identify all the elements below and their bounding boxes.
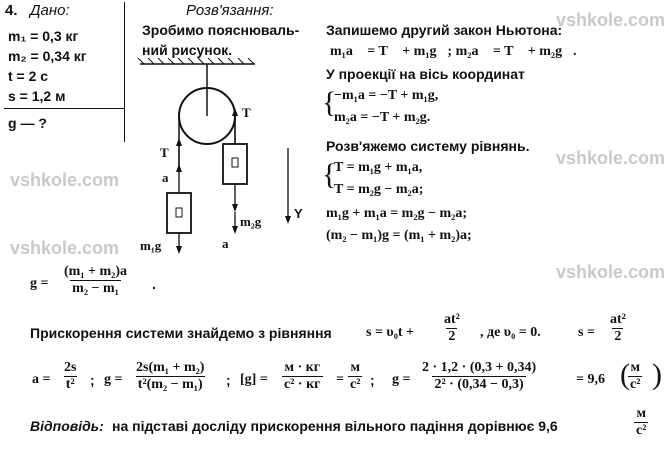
watermark: vshkole.com: [10, 170, 120, 190]
a-formula-numerator: 2s: [64, 360, 77, 375]
drawing-note-2: ний рисунок.: [142, 42, 233, 58]
answer-unit-fraction: [634, 406, 648, 439]
g2-formula-denominator: t²(m₂ − m₁): [137, 377, 203, 392]
watermark: vshkole.com: [556, 10, 666, 30]
s-fraction-numerator: at²: [610, 312, 626, 327]
drawing-note-1: Зробимо пояснюваль-: [142, 22, 300, 38]
result-unit-fraction: [628, 360, 642, 393]
projection-eq-1: −m₁a = −T + m₁g,: [334, 88, 439, 103]
projection-eq-2: m₂a = −T + m₂g.: [334, 110, 431, 125]
g-formula-denominator: m₂ − m₁: [72, 281, 119, 296]
label-m1g: m₁g⃗: [140, 238, 172, 253]
g2-formula-lhs: g =: [104, 372, 123, 387]
pulley-figure: [130, 58, 320, 258]
calc-numerator: 2 · 1,2 · (0,3 + 0,34): [422, 360, 537, 375]
brace-system: {: [322, 158, 337, 191]
newton-equations: m₁a⃗ = T⃗ + m₁g⃗; m₂a⃗ = T⃗ + m₂g⃗.: [330, 44, 577, 59]
at2-fraction: [442, 312, 462, 345]
g2-formula-numerator: 2s(m₁ + m₂): [136, 360, 205, 375]
answer-text: на підставі досліду прискорення вільного падіння дорівнює 9,6: [112, 418, 558, 434]
watermark: vshkole.com: [556, 262, 666, 282]
answer-unit-numerator: м: [636, 406, 646, 421]
at2-numerator: at²: [444, 312, 460, 327]
where-text: , де υ₀ = 0.: [480, 325, 541, 340]
s-equation-2: s =: [578, 325, 595, 340]
given-m1: m₁ = 0,3 кг: [8, 28, 79, 44]
at2-denominator: 2: [448, 329, 456, 344]
solve-intro: Розв'яжемо систему рівнянь.: [326, 138, 530, 154]
watermark: vshkole.com: [556, 148, 666, 168]
g-formula-fraction: [62, 264, 129, 297]
a-formula-denominator: t²: [65, 377, 75, 392]
answer-label: Відповідь:: [30, 418, 104, 434]
solution-title: Розв'язання:: [186, 2, 274, 19]
label-T-left: T⃗: [160, 145, 179, 160]
g-formula-lhs: g =: [30, 276, 49, 291]
units-fraction: [282, 360, 323, 393]
label-a-left: a⃗: [162, 170, 179, 185]
a-formula-lhs: a =: [32, 372, 51, 387]
s-fraction-denominator: 2: [614, 329, 622, 344]
units-numerator-2: м: [350, 360, 360, 375]
system-eq-1: T = m₁g + m₁a,: [334, 160, 423, 175]
given-s: s = 1,2 м: [8, 88, 66, 104]
watermark: vshkole.com: [10, 238, 120, 258]
s-equation: s = υ₀t +: [366, 325, 415, 340]
g-formula-numerator: (m₁ + m₂)a: [64, 264, 128, 279]
paren-left: (: [620, 358, 630, 391]
calc-lhs: g =: [392, 372, 411, 387]
calc-denominator: 2² · (0,34 − 0,3): [434, 377, 524, 392]
given-find: g — ?: [8, 115, 47, 131]
g2-formula-fraction: [134, 360, 206, 393]
a-formula-fraction: [62, 360, 78, 393]
separator: ;: [90, 372, 95, 388]
given-t: t = 2 с: [8, 68, 49, 84]
units-denominator-2: с²: [350, 377, 361, 392]
system-eq-2: T = m₂g − m₂a;: [334, 182, 424, 197]
result-unit-denominator: с²: [630, 377, 641, 392]
newton-intro: Запишемо другий закон Ньютона:: [326, 22, 563, 38]
result-unit-numerator: м: [630, 360, 640, 375]
given-vertical-line: [124, 2, 125, 142]
separator: ;: [370, 372, 375, 388]
units-fraction-2: [348, 360, 362, 393]
paren-right: ): [652, 358, 662, 391]
units-equals: =: [336, 372, 344, 387]
g-formula-dot: .: [152, 276, 156, 292]
units-denominator: с² · кг: [284, 377, 321, 392]
calc-result: = 9,6: [576, 372, 605, 387]
given-title: Дано:: [30, 2, 70, 19]
equation-b: (m₂ − m₁)g = (m₁ + m₂)a;: [326, 228, 472, 243]
s-fraction: [608, 312, 628, 345]
label-T-right: T⃗: [242, 105, 261, 120]
units-numerator: м · кг: [284, 360, 321, 375]
answer-unit-denominator: с²: [636, 423, 647, 438]
label-axis-Y: Y: [294, 206, 303, 221]
label-m2g: m₂g⃗: [240, 214, 272, 229]
given-divider: [4, 108, 124, 109]
equation-a: m₁g + m₁a = m₂g − m₂a;: [326, 206, 468, 221]
projection-intro: У проекції на вісь координат: [326, 66, 525, 82]
acceleration-text: Прискорення системи знайдемо з рівняння: [30, 325, 332, 341]
brace-projection: {: [322, 86, 337, 119]
units-lhs: [g] =: [240, 372, 268, 387]
separator: ;: [226, 372, 231, 388]
calc-fraction: [420, 360, 538, 393]
label-a-right: a⃗: [222, 236, 239, 251]
problem-number: 4.: [5, 2, 18, 19]
given-m2: m₂ = 0,34 кг: [8, 48, 87, 64]
